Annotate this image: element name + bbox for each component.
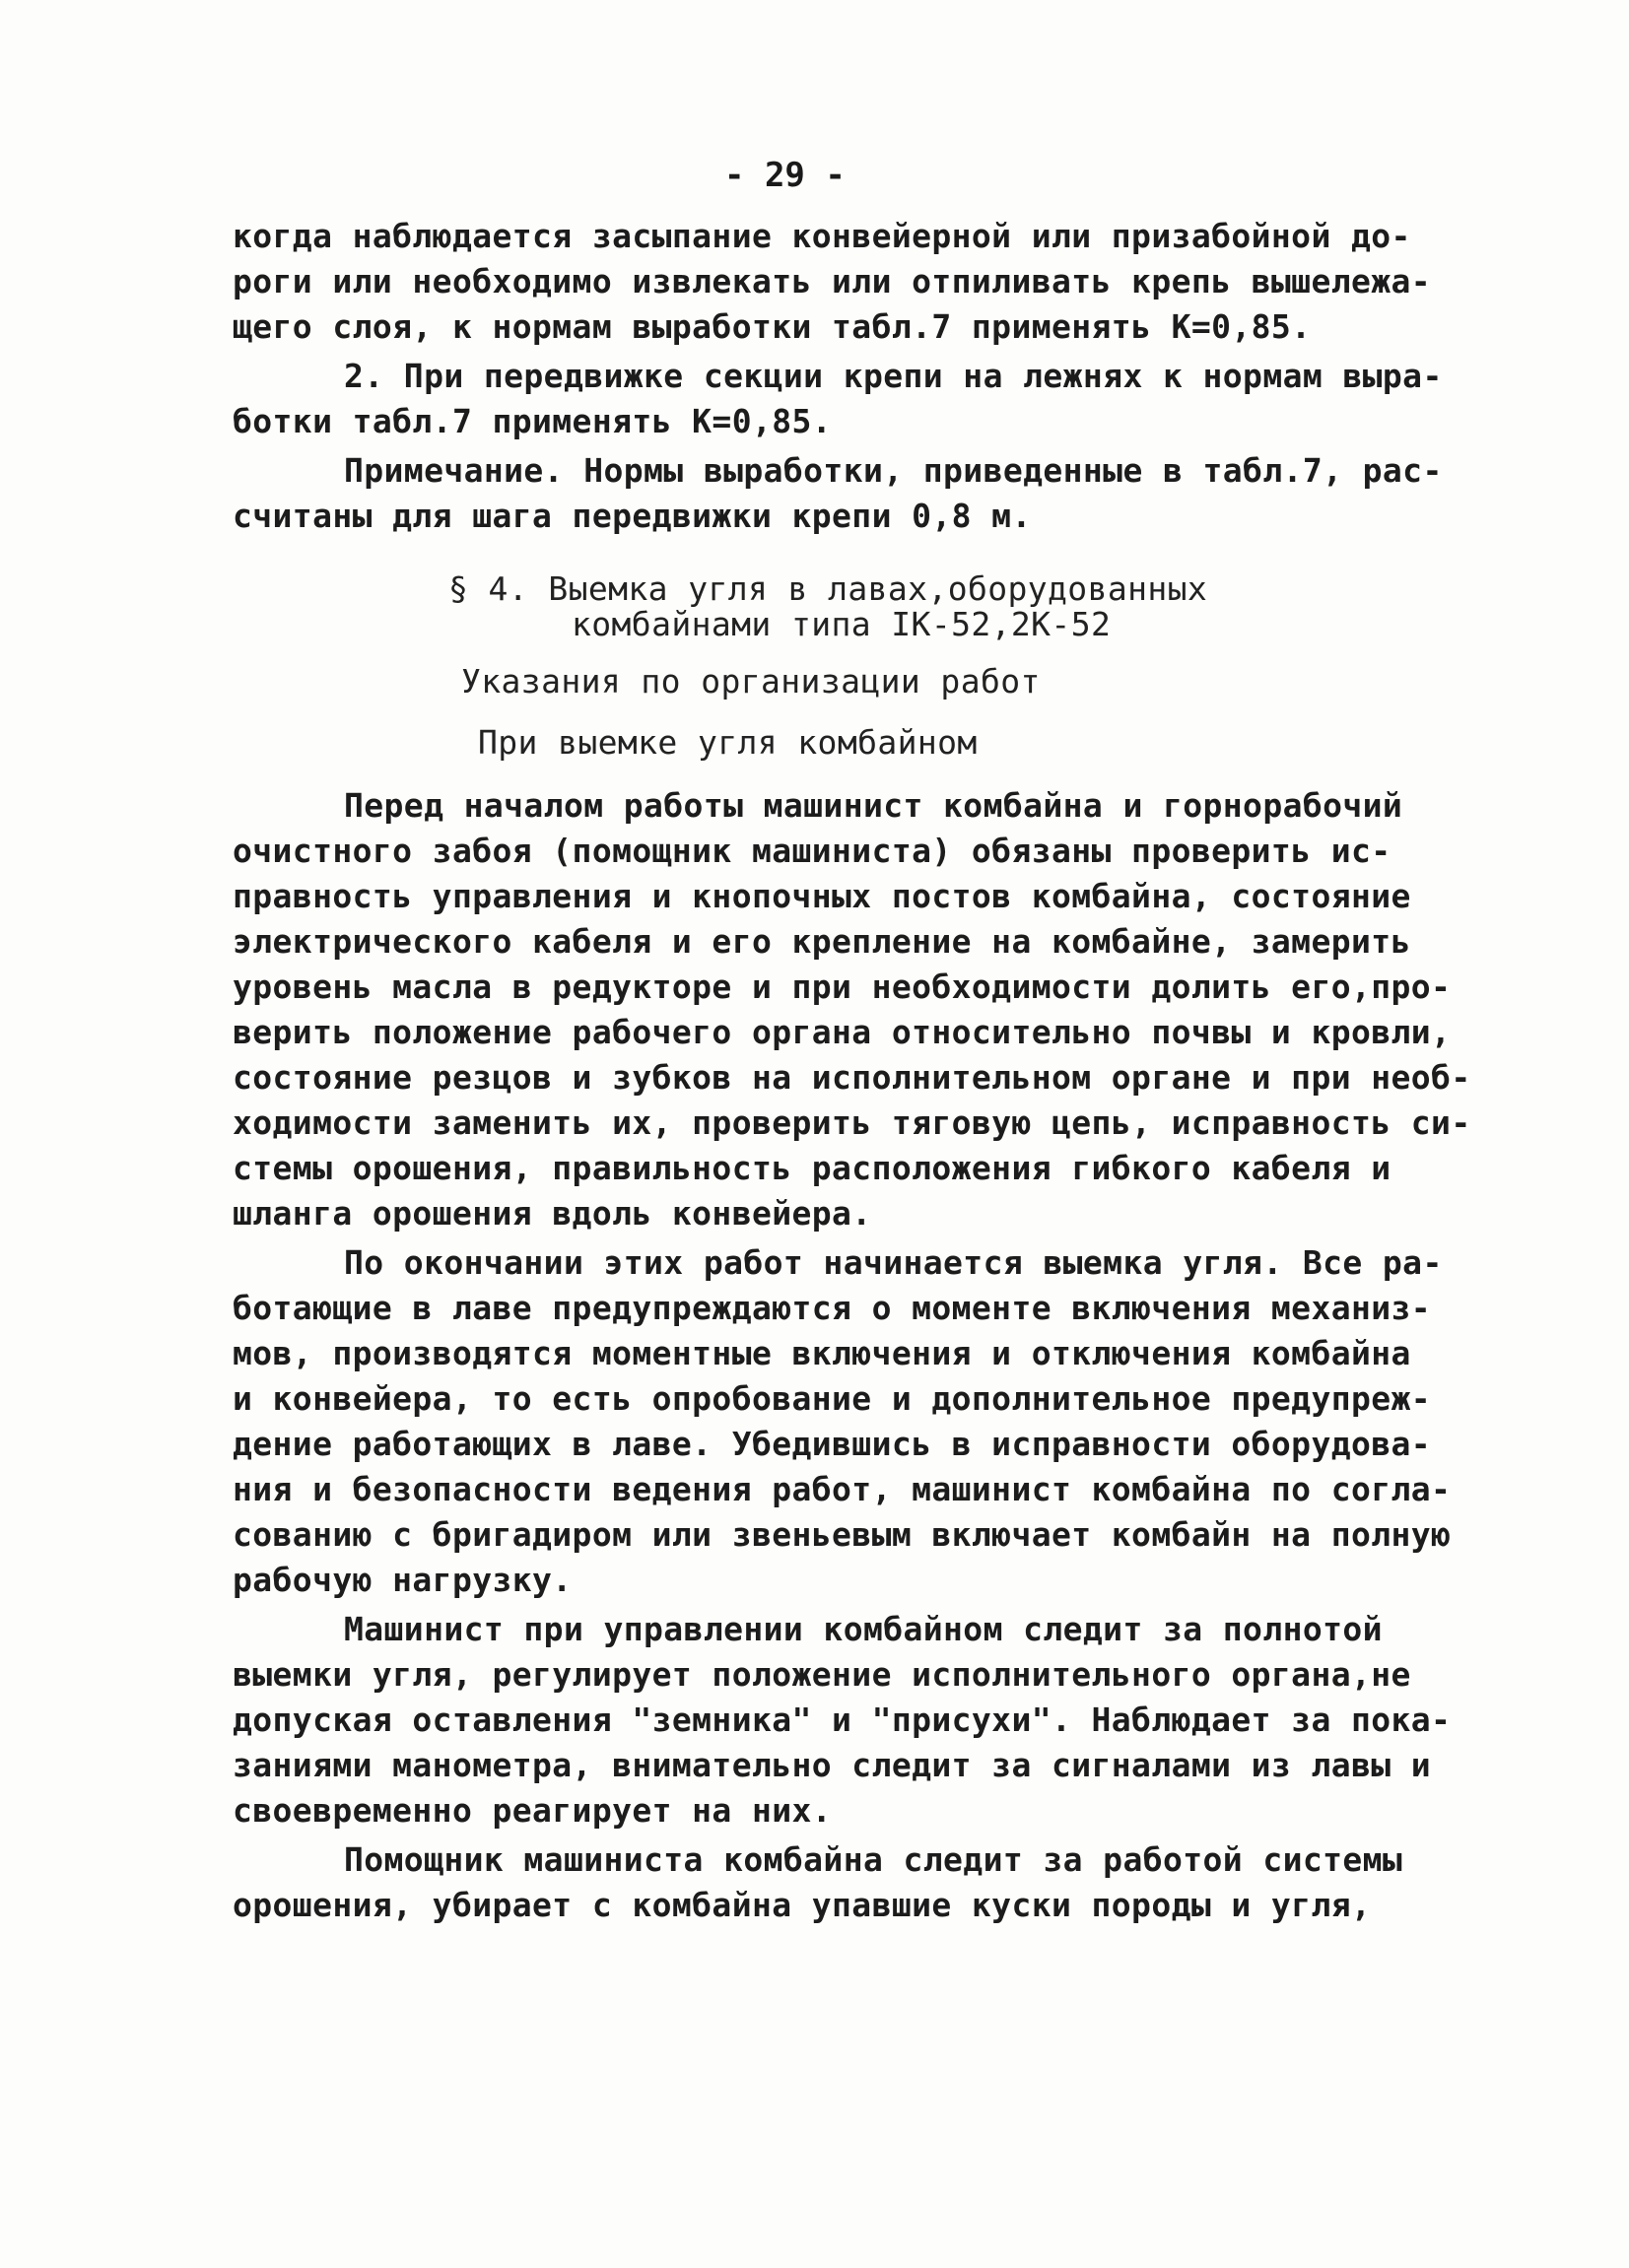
text-line: ходимости заменить их, проверить тяговую цепь, исправность си- — [233, 1103, 1471, 1142]
text-line: ботки табл.7 применять К=0,85. — [233, 402, 833, 440]
text-line: правность управления и кнопочных постов комбайна, состояние — [233, 877, 1411, 915]
text-line: По окончании этих работ начинается выемка угля. Все ра- — [344, 1243, 1443, 1282]
text-line: электрического кабеля и его крепление на комбайне, замерить — [233, 922, 1411, 961]
text-line: сованию с бригадиром или звеньевым включает комбайн на полную — [233, 1515, 1452, 1554]
text-line: и конвейера, то есть опробование и дополнительное предупреж- — [233, 1379, 1432, 1418]
text-line: щего слоя, к нормам выработки табл.7 применять К=0,85. — [233, 307, 1312, 346]
text-line: выемки угля, регулирует положение исполнительного органа,не — [233, 1655, 1411, 1694]
section-title: § 4. Выемка угля в лавах,оборудованных — [448, 569, 1208, 608]
text-line: уровень масла в редукторе и при необходимости долить его,про- — [233, 967, 1452, 1006]
text-line: заниями манометра, внимательно следит за сигналами из лавы и — [233, 1746, 1432, 1784]
text-line: Машинист при управлении комбайном следит за полнотой — [344, 1610, 1383, 1648]
text-line: орошения, убирает с комбайна упавшие куски породы и угля, — [233, 1886, 1372, 1924]
text-line: шланга орошения вдоль конвейера. — [233, 1194, 872, 1233]
text-line: ния и безопасности ведения работ, машинист комбайна по согла- — [233, 1470, 1452, 1508]
page-number: - 29 - — [724, 156, 846, 195]
text-line: Перед началом работы машинист комбайна и горнорабочий — [344, 786, 1403, 825]
text-line: когда наблюдается засыпание конвейерной или призабойной до- — [233, 217, 1411, 255]
text-line: допуская оставления "земника" и "присухи". Наблюдает за пока- — [233, 1701, 1452, 1739]
text-line: своевременно реагирует на них. — [233, 1791, 833, 1830]
text-line: рабочую нагрузку. — [233, 1561, 573, 1599]
text-line: роги или необходимо извлекать или отпиливать крепь вышележа- — [233, 262, 1432, 300]
text-line: состояние резцов и зубков на исполнительном органе и при необ- — [233, 1058, 1471, 1097]
section-subtitle: Указания по организации работ — [461, 662, 1041, 700]
text-line: верить положение рабочего органа относительно почвы и кровли, — [233, 1013, 1452, 1051]
section-subtitle-2: При выемке угля комбайном — [478, 723, 978, 762]
section-title-cont: комбайнами типа IК-52,2К-52 — [572, 605, 1112, 643]
text-line: очистного забоя (помощник машиниста) обязаны проверить ис- — [233, 832, 1391, 870]
text-line: ботающие в лаве предупреждаются о моменте включения механиз- — [233, 1289, 1432, 1327]
text-line: Помощник машиниста комбайна следит за работой системы — [344, 1840, 1403, 1879]
text-line: мов, производятся моментные включения и отключения комбайна — [233, 1334, 1411, 1372]
text-line: стемы орошения, правильность расположения гибкого кабеля и — [233, 1149, 1391, 1187]
text-line: 2. При передвижке секции крепи на лежнях к нормам выра- — [344, 357, 1443, 395]
note-line: считаны для шага передвижки крепи 0,8 м. — [233, 497, 1032, 535]
text-line: дение работающих в лаве. Убедившись в исправности оборудова- — [233, 1425, 1432, 1463]
note-line: Примечание. Нормы выработки, приведенные в табл.7, рас- — [344, 451, 1443, 490]
